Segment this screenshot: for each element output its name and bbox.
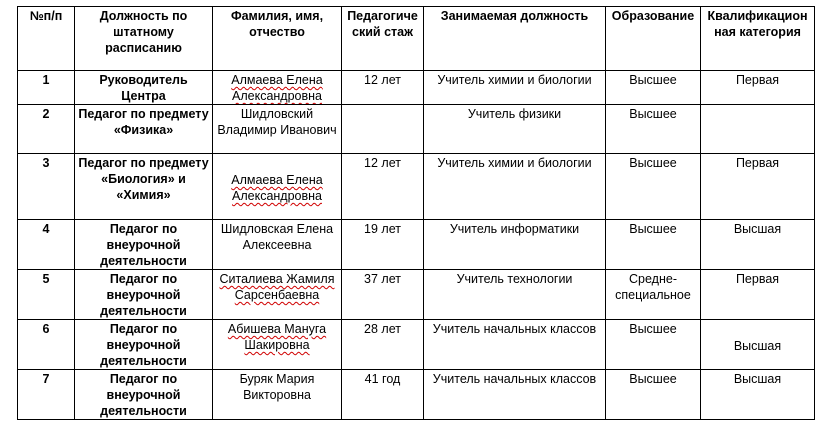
header-category-label: Квалификационная категория [707, 9, 808, 39]
cell-num: 5 [18, 270, 75, 320]
header-category [701, 7, 815, 71]
cell-experience: 19 лет [342, 220, 424, 270]
cell-name [213, 320, 342, 370]
cell-num: 7 [18, 370, 75, 420]
header-row [18, 7, 815, 71]
cell-experience: 12 лет [342, 71, 424, 105]
cell-experience: 12 лет [342, 154, 424, 220]
cell-name: Шидловский Владимир Иванович [213, 105, 342, 154]
header-experience-label: Педагогический стаж [347, 9, 418, 39]
cell-education: Высшее [606, 105, 701, 154]
name-text: Абишева Мануга Шакировна [227, 322, 327, 352]
cell-category [701, 105, 815, 154]
cell-experience [342, 105, 424, 154]
cell-num: 1 [18, 71, 75, 105]
cell-num: 6 [18, 320, 75, 370]
cell-category: Высшая [701, 370, 815, 420]
cell-name: Буряк Мария Викторовна [213, 370, 342, 420]
table-row [18, 370, 815, 420]
cell-position: Педагог по внеурочной деятельности [75, 270, 213, 320]
cell-occupied: Учитель физики [424, 105, 606, 154]
cell-position: Педагог по внеурочной деятельности [75, 220, 213, 270]
table-row [18, 71, 815, 105]
table-body [18, 71, 815, 420]
table-row [18, 105, 815, 154]
cell-position: Педагог по предмету «Биология» и «Химия» [75, 154, 213, 220]
header-experience [342, 7, 424, 71]
cell-occupied: Учитель начальных классов [424, 370, 606, 420]
cell-education: Высшее [606, 320, 701, 370]
cell-category: Высшая [701, 220, 815, 270]
table-row [18, 154, 815, 220]
cell-education: Высшее [606, 71, 701, 105]
cell-name: Шидловская Елена Алексеевна [213, 220, 342, 270]
header-occupied: Занимаемая должность [424, 7, 606, 71]
cell-num: 4 [18, 220, 75, 270]
cell-category: Высшая [701, 320, 815, 370]
table-row [18, 220, 815, 270]
cell-category: Первая [701, 154, 815, 220]
cell-position: Педагог по внеурочной деятельности [75, 320, 213, 370]
header-position: Должность по штатному расписанию [75, 7, 213, 71]
cell-name [213, 270, 342, 320]
cell-name [213, 154, 342, 220]
cell-education: Высшее [606, 220, 701, 270]
cell-occupied: Учитель начальных классов [424, 320, 606, 370]
cell-experience: 41 год [342, 370, 424, 420]
cell-occupied: Учитель информатики [424, 220, 606, 270]
cell-occupied: Учитель химии и биологии [424, 154, 606, 220]
cell-position: Педагог по внеурочной деятельности [75, 370, 213, 420]
table-row [18, 270, 815, 320]
name-text: Алмаева Елена Александровна [231, 73, 323, 103]
table-row [18, 320, 815, 370]
cell-education: Высшее [606, 154, 701, 220]
cell-num: 3 [18, 154, 75, 220]
cell-occupied: Учитель химии и биологии [424, 71, 606, 105]
cell-position: Педагог по предмету «Физика» [75, 105, 213, 154]
cell-occupied: Учитель технологии [424, 270, 606, 320]
staff-table [17, 6, 815, 420]
cell-experience: 28 лет [342, 320, 424, 370]
cell-category: Первая [701, 270, 815, 320]
name-text: Алмаева Елена Александровна [231, 173, 323, 203]
cell-education: Средне-специальное [606, 270, 701, 320]
table-header [18, 7, 815, 71]
cell-num: 2 [18, 105, 75, 154]
cell-category: Первая [701, 71, 815, 105]
cell-position: Руководитель Центра [75, 71, 213, 105]
cell-experience: 37 лет [342, 270, 424, 320]
cell-name [213, 71, 342, 105]
name-text: Ситалиева Жамиля Сарсенбаевна [219, 272, 335, 302]
cell-education: Высшее [606, 370, 701, 420]
header-name: Фамилия, имя, отчество [213, 7, 342, 71]
header-education: Образование [606, 7, 701, 71]
header-num: №п/п [18, 7, 75, 71]
